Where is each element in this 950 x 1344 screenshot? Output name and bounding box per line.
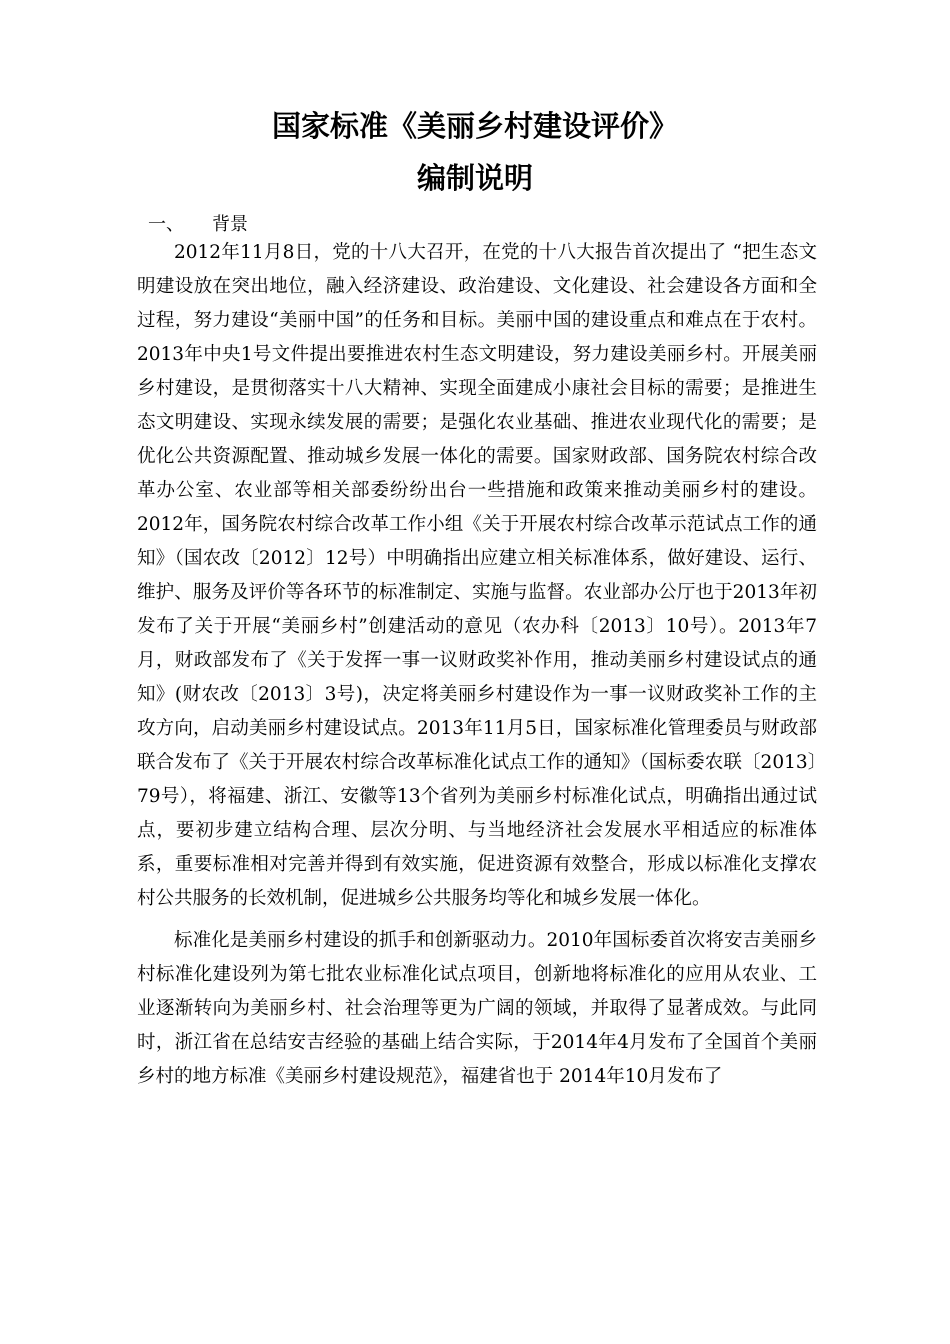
- paragraph-2: 标准化是美丽乡村建设的抓手和创新驱动力。2010年国标委首次将安吉美丽乡村标准化建设列为第七批农业标准化试点项目，创新地将标准化的应用从农业、工业逐渐转向为美丽乡村、社会治理等更为广阔的领域，并取得了显著成效。与此同时，浙江省在总结安吉经验的基础上结合实际，于2014年4月发布了全国首个美丽乡村的地方标准《美丽乡村建设规范》，福建省也于 2014年10月发布了: [137, 930, 817, 1087]
- section-number: 一、: [148, 214, 184, 235]
- document-title: 国家标准《美丽乡村建设评价》: [271, 109, 678, 143]
- document-subtitle: 编制说明: [416, 161, 533, 195]
- section-heading: [148, 212, 248, 238]
- section-heading-text: 背景: [212, 214, 248, 235]
- paragraph-1: 2012年11月8日，党的十八大召开，在党的十八大报告首次提出了 “把生态文明建设放在突出地位，融入经济建设、政治建设、文化建设、社会建设各方面和全过程，努力建设“美丽中国”的任务和目标。美丽中国的建设重点和难点在于农村。2013年中央1号文件提出要推进农村生态文明建设，努力建设美丽乡村。开展美丽乡村建设，是贯彻落实十八大精神、实现全面建成小康社会目标的需要；是推进生态文明建设、实现永续发展的需要；是强化农业基础、推进农业现代化的需要；是优化公共资源配置、推动城乡发展一体化的需要。国家财政部、国务院农村综合改革办公室、农业部等相关部委纷纷出台一些措施和政策来推动美丽乡村的建设。2012年，国务院农村综合改革工作小组《关于开展农村综合改革示范试点工作的通知》（国农改〔2012〕12号）中明确指出应建立相关标准体系，做好建设、运行、维护、服务及评价等各环节的标准制定、实施与监督。农业部办公厅也于2013年初发布了关于开展“美丽乡村”创建活动的意见（农办科〔2013〕10号）。2013年7月，财政部发布了《关于发挥一事一议财政奖补作用，推动美丽乡村建设试点的通知》(财农改〔2013〕3号)，决定将美丽乡村建设作为一事一议财政奖补工作的主攻方向，启动美丽乡村建设试点。2013年11月5日，国家标准化管理委员与财政部联合发布了《关于开展农村综合改革标准化试点工作的通知》（国标委农联〔2013〕79号），将福建、浙江、安徽等13个省列为美丽乡村标准化试点，明确指出通过试点，要初步建立结构合理、层次分明、与当地经济社会发展水平相适应的标准体系，重要标准相对完善并得到有效实施，促进资源有效整合，形成以标准化支撑农村公共服务的长效机制，促进城乡公共服务均等化和城乡发展一体化。: [137, 242, 817, 909]
- document-body: [137, 236, 817, 1094]
